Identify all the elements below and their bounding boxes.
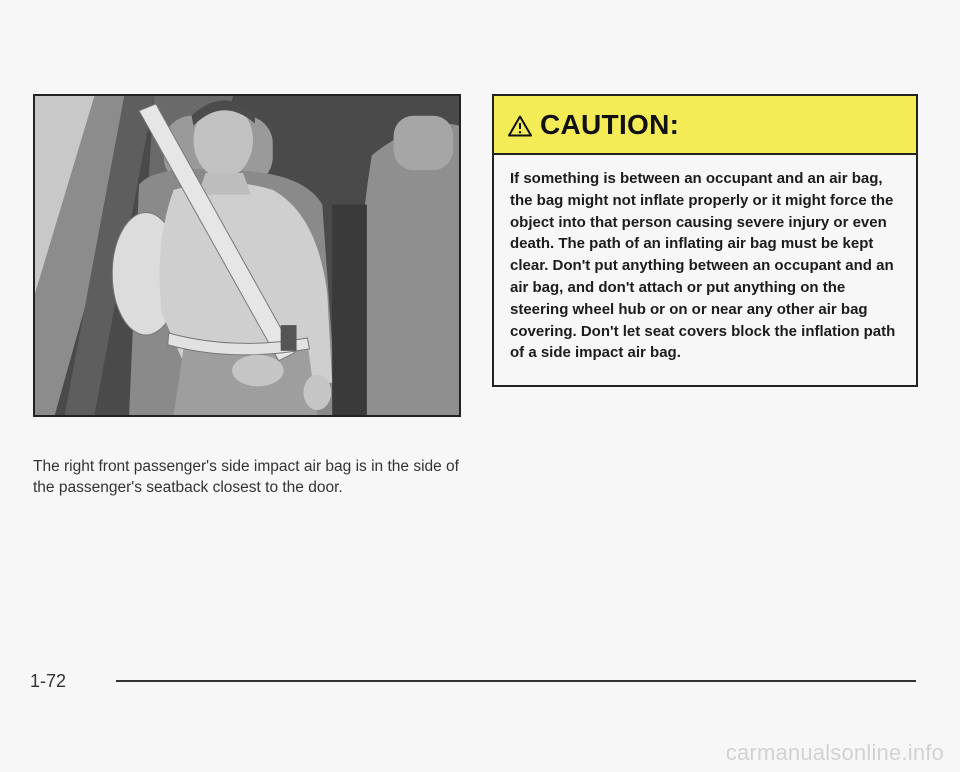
warning-triangle-icon (508, 115, 532, 137)
caution-box (492, 94, 918, 387)
illustration-caption: The right front passenger's side impact air bag is in the side of the passenger's seatback closest to the door. (33, 457, 459, 496)
passenger-airbag-illustration (33, 94, 461, 417)
page-number: 1-72 (30, 671, 67, 691)
site-watermark: carmanualsonline.info (725, 740, 944, 765)
page-footer (30, 668, 920, 698)
footer-divider (116, 680, 916, 682)
illustration-drawing (35, 96, 459, 415)
caution-title: CAUTION: (540, 108, 680, 140)
caution-text: If something is between an occupant and an air bag, the bag might not inflate properly or it might force the object into that person causing severe injury or even death. The path of an inflating air bag must be kept clear. Don't put anything between an occupant and an air bag, and don't attach or put anything on the steering wheel hub or on or near any other air bag covering. Don't let seat covers block the inflation path of a side impact air bag. (510, 170, 896, 362)
caution-header (494, 96, 916, 155)
